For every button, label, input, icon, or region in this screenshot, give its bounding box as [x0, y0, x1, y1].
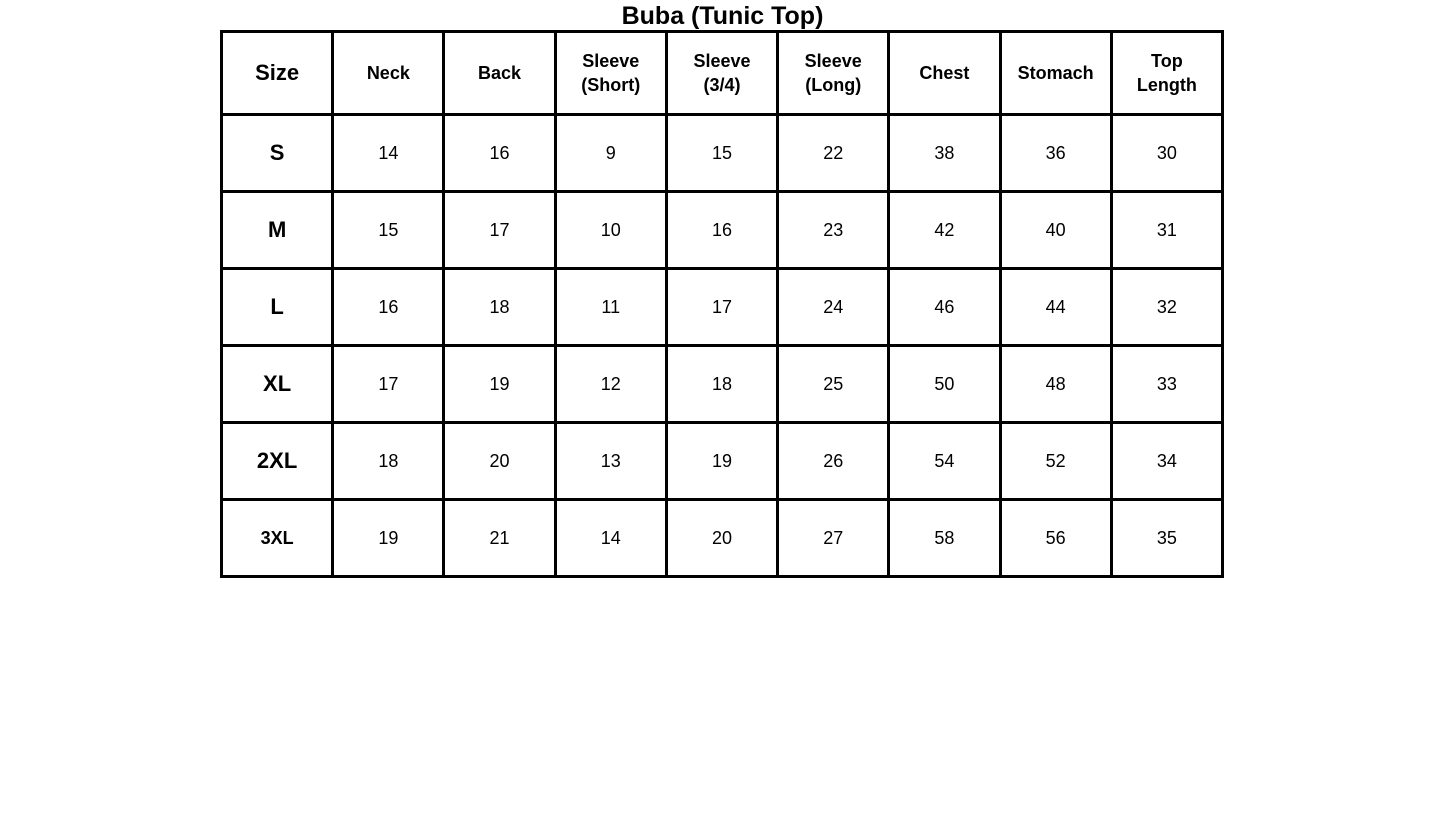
table-cell: 14 [333, 115, 444, 192]
table-cell: 46 [889, 269, 1000, 346]
table-cell: 58 [889, 500, 1000, 577]
size-chart-table [220, 30, 1224, 578]
size-cell: 3XL [222, 500, 333, 577]
page-title: Buba (Tunic Top) [621, 2, 824, 30]
table-cell: 25 [778, 346, 889, 423]
table-cell: 20 [666, 500, 777, 577]
header-chest [889, 32, 1000, 115]
table-cell: 12 [555, 346, 666, 423]
header-label: Back [478, 63, 522, 83]
header-neck [333, 32, 444, 115]
size-cell: L [222, 269, 333, 346]
size-cell: XL [222, 346, 333, 423]
table-cell: 54 [889, 423, 1000, 500]
table-cell: 18 [333, 423, 444, 500]
table-cell: 18 [666, 346, 777, 423]
table-cell: 15 [333, 192, 444, 269]
table-cell: 15 [666, 115, 777, 192]
header-label: Sleeve [582, 51, 640, 71]
table-cell: 24 [778, 269, 889, 346]
table-cell: 14 [555, 500, 666, 577]
table-row [222, 423, 1223, 500]
header-sleeve-short [555, 32, 666, 115]
table-cell: 38 [889, 115, 1000, 192]
table-cell: 16 [666, 192, 777, 269]
table-cell: 16 [333, 269, 444, 346]
table-cell: 16 [444, 115, 555, 192]
header-size [222, 32, 333, 115]
table-cell: 48 [1000, 346, 1111, 423]
header-label-line2: Length [1136, 75, 1197, 95]
header-label: Top [1151, 51, 1183, 71]
header-label: Sleeve [693, 51, 751, 71]
table-row [222, 346, 1223, 423]
header-label: Sleeve [804, 51, 862, 71]
table-cell: 19 [666, 423, 777, 500]
table-cell: 32 [1111, 269, 1222, 346]
table-cell: 42 [889, 192, 1000, 269]
table-cell: 13 [555, 423, 666, 500]
table-cell: 52 [1000, 423, 1111, 500]
header-stomach [1000, 32, 1111, 115]
header-label-line2: (Short) [581, 75, 641, 95]
table-cell: 21 [444, 500, 555, 577]
table-cell: 36 [1000, 115, 1111, 192]
header-label: Stomach [1017, 63, 1094, 83]
table-cell: 44 [1000, 269, 1111, 346]
size-cell: 2XL [222, 423, 333, 500]
table-cell: 31 [1111, 192, 1222, 269]
table-cell: 27 [778, 500, 889, 577]
table-cell: 22 [778, 115, 889, 192]
table-cell: 19 [444, 346, 555, 423]
header-sleeve-three-quarter [666, 32, 777, 115]
size-cell: M [222, 192, 333, 269]
header-back [444, 32, 555, 115]
table-header-row [222, 32, 1223, 115]
header-sleeve-long [778, 32, 889, 115]
table-cell: 40 [1000, 192, 1111, 269]
table-cell: 26 [778, 423, 889, 500]
table-cell: 11 [555, 269, 666, 346]
header-label: Neck [366, 63, 410, 83]
table-cell: 20 [444, 423, 555, 500]
table-cell: 33 [1111, 346, 1222, 423]
table-cell: 17 [666, 269, 777, 346]
header-label: Size [255, 60, 300, 85]
table-cell: 17 [333, 346, 444, 423]
table-cell: 9 [555, 115, 666, 192]
table-cell: 35 [1111, 500, 1222, 577]
header-top-length [1111, 32, 1222, 115]
table-cell: 10 [555, 192, 666, 269]
header-label-line2: (Long) [805, 75, 862, 95]
table-row [222, 500, 1223, 577]
table-row [222, 192, 1223, 269]
table-cell: 23 [778, 192, 889, 269]
table-row [222, 115, 1223, 192]
table-cell: 34 [1111, 423, 1222, 500]
table-row [222, 269, 1223, 346]
table-cell: 50 [889, 346, 1000, 423]
size-cell: S [222, 115, 333, 192]
table-cell: 18 [444, 269, 555, 346]
header-label-line2: (3/4) [703, 75, 741, 95]
table-cell: 30 [1111, 115, 1222, 192]
table-cell: 19 [333, 500, 444, 577]
table-cell: 17 [444, 192, 555, 269]
header-label: Chest [919, 63, 970, 83]
table-cell: 56 [1000, 500, 1111, 577]
